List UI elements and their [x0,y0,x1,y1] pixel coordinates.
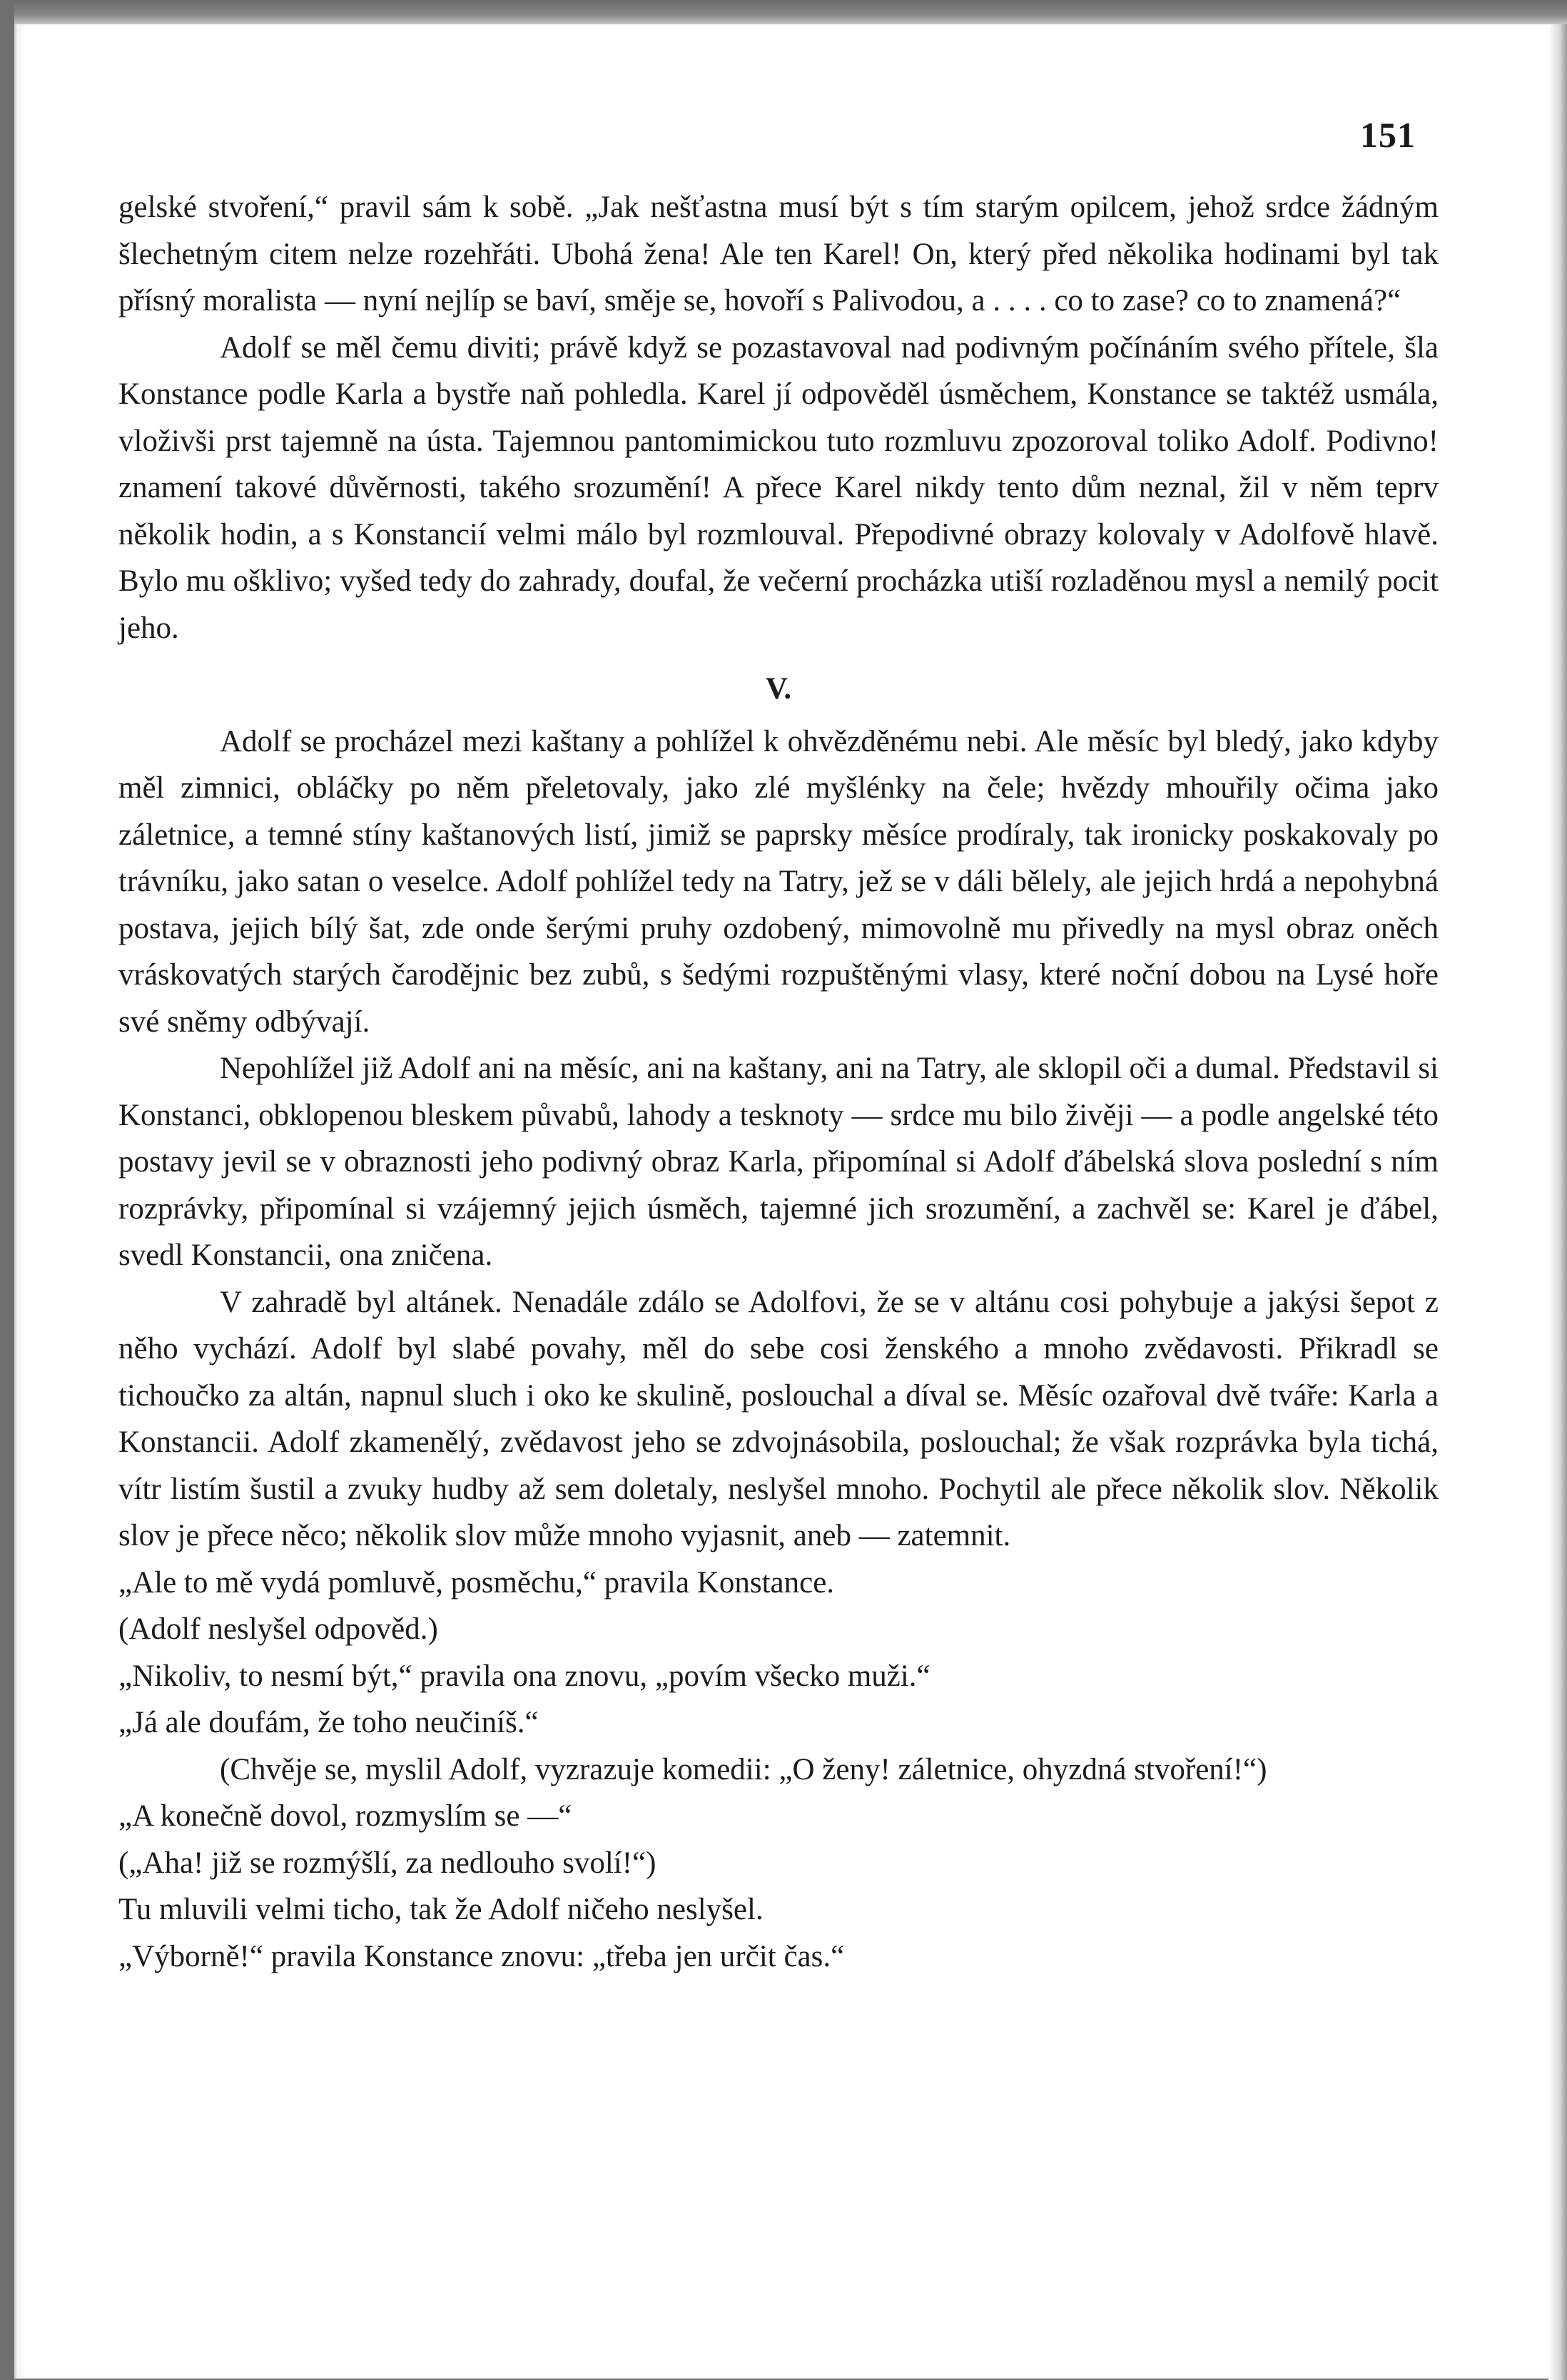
dialogue-line: (Adolf neslyšel odpověd.) [118,1612,438,1646]
paragraph-continuation: gelské stvoření,“ pravil sám k sobě. „Jak nešťastna musí být s tím starým opilcem, jehož srdce žádným šlechetným citem nelze rozehřáti. Ubohá žena! Ale ten Karel! On, který před několika hodinami byl tak přísný moralista — nyní nejlíp se baví, směje se, hovoří s Palivodou, a . . . . co to zase? co to znamená?“ [118,190,1439,317]
paragraph: Adolf se procházel mezi kaštany a pohlížel k ohvězděnému nebi. Ale měsíc byl bledý, jako kdyby měl zimnici, obláčky po něm přeletovaly, jako zlé myšlénky na čele; hvězdy mhouřily očima jako záletnice, a temné stíny kaštanových listí, jimiž se paprsky měsíce prodíraly, tak ironicky poskakovaly po trávníku, jako satan o veselce. Adolf pohlížel tedy na Tatry, jež se v dáli bělely, ale jejich hrdá a nepohybná postava, jejich bílý šat, zde onde šerými pruhy ozdobený, mimovolně mu přivedly na mysl obraz oněch vráskovatých starých čarodějnic bez zubů, s šedými rozpuštěnými vlasy, které noční dobou na Lysé hoře své sněmy odbývají. [118,724,1439,1039]
page-number: 151 [1360,115,1416,155]
chapter-heading: V. [765,672,792,706]
page-body [118,184,1439,1980]
paragraph: Adolf se měl čemu diviti; právě když se pozastavoval nad podivným počínáním svého přítele, šla Konstance podle Karla a bystře naň pohledla. Karel jí odpověděl úsměchem, Konstance se taktéž usmála, vloživši prst tajemně na ústa. Tajemnou pantomimickou tuto rozmluvu zpozoroval toliko Adolf. Podivno! znamení takové důvěrnosti, takého srozumění! A přece Karel nikdy tento dům neznal, žil v něm teprv několik hodin, a s Konstancií velmi málo byl rozmlouval. Přepodivné obrazy kolovaly v Adolfově hlavě. Bylo mu ošklivo; vyšed tedy do zahrady, doufal, že večerní procházka utiší rozladěnou mysl a nemilý pocit jeho. [118,330,1439,645]
dialogue-line: „Ale to mě vydá pomluvě, posměchu,“ pravila Konstance. [118,1565,835,1600]
dialogue-line: „Výborně!“ pravila Konstance znovu: „třeba jen určit čas.“ [118,1939,845,1973]
dialogue-line: „Já ale doufám, že toho neučiníš.“ [118,1706,539,1739]
dialogue-line: Tu mluvili velmi ticho, tak že Adolf ničeho neslyšel. [118,1893,764,1926]
dialogue-line: „Nikoliv, to nesmí být,“ pravila ona znovu, „povím všecko muži.“ [118,1659,930,1693]
scan-top-edge [14,0,1567,26]
paragraph: Nepohlížel již Adolf ani na měsíc, ani na kaštany, ani na Tatry, ale sklopil oči a dumal. Představil si Konstanci, obklopenou bleskem půvabů, lahody a tesknoty — srdce mu bilo živěji — a podle angelské této postavy jevil se v obraznosti jeho podivný obraz Karla, připomínal si Adolf ďábelská slova poslední s ním rozprávky, připomínal si vzájemný jejich úsměch, tajemné jich srozumění, a zachvěl se: Karel je ďábel, svedl Konstancii, ona zničena. [118,1052,1439,1272]
dialogue-line: („Aha! již se rozmýšlí, za nedlouho svolí!“) [118,1846,656,1880]
page-edge-shadow [1548,24,1567,2380]
dialogue-line: (Chvěje se, myslil Adolf, vyzrazuje komedii: „O ženy! záletnice, ohyzdná stvoření!“) [220,1752,1267,1786]
paragraph: V zahradě byl altánek. Nenadále zdálo se Adolfovi, že se v altánu cosi pohybuje a jakýsi šepot z něho vychází. Adolf byl slabé povahy, měl do sebe cosi ženského a mnoho zvědavosti. Přikradl se tichoučko za altán, napnul sluch i oko ke skulině, poslouchal a díval se. Měsíc ozařoval dvě tváře: Karla a Konstancii. Adolf zkamenělý, zvědavost jeho se zdvojnásobila, poslouchal; že však rozprávka byla tichá, vítr listím šustil a zvuky hudby až sem doletaly, neslyšel mnoho. Pochytil ale přece několik slov. Několik slov je přece něco; několik slov může mnoho vyjasnit, aneb — zatemnit. [118,1285,1439,1552]
dialogue-line: „A konečně dovol, rozmyslím se —“ [118,1799,572,1833]
